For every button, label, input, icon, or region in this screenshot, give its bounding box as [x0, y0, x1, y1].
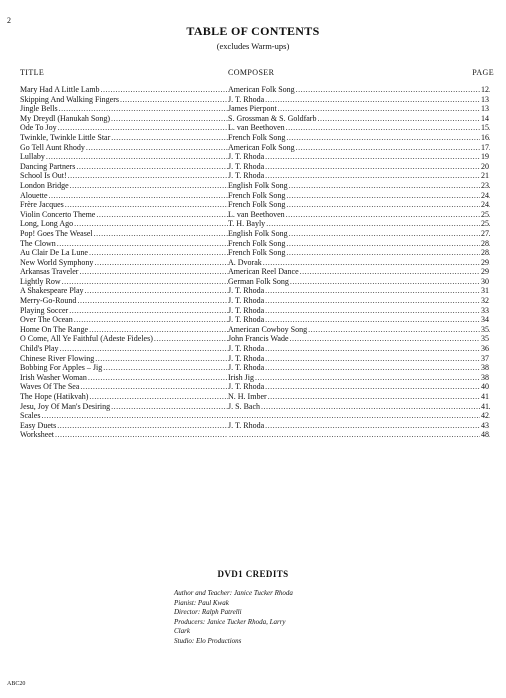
toc-title: Frère Jacques [20, 200, 64, 210]
toc-page: 32 [481, 296, 489, 306]
toc-page: 28 [481, 248, 489, 258]
toc-page: 12 [481, 85, 489, 94]
toc-title-leader [20, 181, 230, 191]
toc-row [20, 258, 496, 268]
toc-title: Skipping And Walking Fingers [20, 94, 119, 104]
toc-title: Long, Long Ago [20, 219, 74, 229]
toc-composer: J. T. Rhoda [228, 171, 265, 181]
toc-composer: German Folk Song [228, 276, 289, 286]
toc-composer-leader [228, 123, 490, 133]
page-number: 2 [7, 16, 11, 25]
toc-title-leader [20, 95, 230, 105]
toc-composer-leader [228, 95, 490, 105]
toc-title-leader [20, 239, 230, 249]
toc-row [20, 267, 496, 277]
toc-row [20, 296, 496, 306]
toc-composer: J. T. Rhoda [228, 344, 265, 354]
toc-page: 29 [481, 257, 489, 267]
toc-title: O Come, All Ye Faithful (Adeste Fideles) [20, 334, 153, 344]
toc-title-leader [20, 143, 230, 153]
toc-row [20, 277, 496, 287]
toc-title: Child's Play [20, 344, 59, 354]
toc-title-leader [20, 85, 230, 95]
toc-row [20, 382, 496, 392]
toc-title: Irish Washer Woman [20, 372, 87, 382]
toc-composer-leader [228, 363, 490, 373]
toc-page: 36 [481, 344, 489, 354]
toc-title: New World Symphony [20, 257, 94, 267]
toc-page: 38 [481, 363, 489, 373]
toc-composer: J. T. Rhoda [228, 161, 265, 171]
footer-code: ABC20 [7, 681, 26, 687]
toc-page: 28 [481, 238, 489, 248]
toc-row [20, 229, 496, 239]
toc-page: 41 [481, 401, 489, 411]
toc-page: 14 [481, 113, 489, 123]
toc-title-leader [20, 152, 230, 162]
toc-title: Over The Ocean [20, 315, 73, 325]
toc-composer-leader [228, 286, 490, 296]
toc-composer-leader [228, 114, 490, 124]
toc-page: 15 [481, 123, 489, 133]
toc-composer: French Folk Song [228, 248, 286, 258]
toc-title-leader [20, 286, 230, 296]
toc-title: Playing Soccer [20, 305, 69, 315]
toc-row [20, 363, 496, 373]
toc-composer: American Cowboy Song [228, 324, 308, 334]
toc-title: Jesu, Joy Of Man's Desiring [20, 401, 111, 411]
toc-composer: John Francis Wade [228, 334, 289, 344]
toc-title: Lullaby [20, 152, 45, 162]
toc-composer-leader [228, 402, 490, 412]
toc-title: Worksheet [20, 430, 55, 440]
toc-title-leader [20, 219, 230, 229]
toc-row [20, 334, 496, 344]
toc-row [20, 392, 496, 402]
toc-title: London Bridge [20, 180, 69, 190]
toc-composer-leader [228, 191, 490, 201]
toc-composer-leader [228, 162, 490, 172]
toc-composer-leader [228, 219, 490, 229]
toc-title: Scales [20, 411, 41, 421]
toc-title-leader [20, 277, 230, 287]
toc-row [20, 104, 496, 114]
credits-line: Director: Ralph Patrelli [174, 608, 242, 617]
toc-composer: J. S. Bach [228, 401, 260, 411]
toc-title: Jingle Bells [20, 104, 58, 114]
toc-page: 17 [481, 142, 489, 152]
toc-title-leader [20, 411, 230, 421]
toc-title-leader [20, 392, 230, 402]
toc-row [20, 344, 496, 354]
toc-page: 16 [481, 132, 489, 142]
credits-line: Producers: Janice Tucker Rhoda, Larry [174, 617, 286, 626]
toc-title: My Dreydl (Hanukah Song) [20, 113, 110, 123]
credits-line: Clark [174, 627, 190, 636]
toc-title-leader [20, 258, 230, 268]
toc-composer: French Folk Song [228, 200, 286, 210]
toc-composer: J. T. Rhoda [228, 305, 265, 315]
toc-title-leader [20, 306, 230, 316]
toc-composer: J. T. Rhoda [228, 296, 265, 306]
toc-composer: J. T. Rhoda [228, 152, 265, 162]
toc-row [20, 430, 496, 440]
toc-composer-leader [228, 392, 490, 402]
toc-composer: J. T. Rhoda [228, 353, 265, 363]
toc-composer-leader [228, 85, 490, 95]
toc-row [20, 421, 496, 431]
toc-composer-leader [228, 325, 490, 335]
credits-block [174, 589, 293, 647]
toc-title-leader [20, 191, 230, 201]
toc-composer-leader [228, 133, 490, 143]
toc-row [20, 286, 496, 296]
toc-row [20, 143, 496, 153]
toc-title-leader [20, 133, 230, 143]
toc-row [20, 248, 496, 258]
toc-title: Mary Had A Little Lamb [20, 85, 100, 94]
toc-title-leader [20, 382, 230, 392]
toc-page: 43 [481, 420, 489, 430]
header-title: TITLE [20, 68, 45, 77]
toc-title: Merry-Go-Round [20, 296, 77, 306]
toc-title: Arkansas Traveler [20, 267, 79, 277]
page-title: TABLE OF CONTENTS [186, 24, 320, 38]
toc-title-leader [20, 325, 230, 335]
toc-title-leader [20, 210, 230, 220]
toc-row [20, 373, 496, 383]
toc-title-leader [20, 162, 230, 172]
toc-title: Au Clair De La Lune [20, 248, 88, 258]
page-subtitle: (excludes Warm-ups) [216, 41, 290, 51]
toc-row [20, 95, 496, 105]
credits-line: Studio: Elo Productions [174, 636, 242, 645]
toc-title: Chinese River Flowing [20, 353, 95, 363]
toc-page: 19 [481, 152, 489, 162]
toc-title-leader [20, 430, 230, 440]
toc-page: 40 [481, 382, 489, 392]
credits-line: Pianist: Paul Kwak [174, 598, 229, 607]
toc-title: Alouette [20, 190, 48, 200]
toc-composer-leader [228, 200, 490, 210]
toc-page: 13 [481, 94, 489, 104]
toc-composer-leader [228, 315, 490, 325]
toc-composer [228, 430, 229, 439]
credits-title: DVD1 CREDITS [217, 569, 289, 579]
toc-composer: James Pierpont [228, 104, 277, 114]
toc-row [20, 171, 496, 181]
toc-page: 38 [481, 372, 489, 382]
toc-title: A Shakespeare Play [20, 286, 84, 296]
toc-composer-leader [228, 373, 490, 383]
toc-composer: American Folk Song [228, 142, 295, 152]
toc-composer-leader [228, 152, 490, 162]
toc-row [20, 200, 496, 210]
toc-composer: French Folk Song [228, 238, 286, 248]
toc-title-leader [20, 229, 230, 239]
toc-composer: American Reel Dance [228, 267, 299, 277]
toc-composer: L. van Beethoven [228, 209, 285, 219]
toc-composer-leader [228, 334, 490, 344]
toc-composer: N. H. Imber [228, 392, 267, 401]
toc-title: Go Tell Aunt Rhody [20, 142, 85, 152]
toc-composer: J. T. Rhoda [228, 94, 265, 104]
toc-title: Home On The Range [20, 324, 89, 334]
toc-row [20, 219, 496, 229]
toc-composer: J. T. Rhoda [228, 382, 265, 392]
toc-composer-leader [228, 239, 490, 249]
toc-page: 21 [481, 171, 489, 181]
toc-row [20, 123, 496, 133]
toc-composer-leader [228, 344, 490, 354]
toc-page: 20 [481, 161, 489, 171]
toc-page: 41 [481, 392, 489, 401]
toc-row [20, 306, 496, 316]
toc-page: 42 [481, 411, 489, 421]
toc-title: Pop! Goes The Weasel [20, 228, 93, 238]
toc-page: 37 [481, 353, 489, 363]
toc-page: 48 [481, 430, 489, 440]
toc-composer-leader [228, 296, 490, 306]
toc-composer-leader [228, 306, 490, 316]
toc-title-leader [20, 315, 230, 325]
toc-composer-leader [228, 229, 490, 239]
toc-composer: T. H. Bayly [228, 219, 266, 229]
toc-row [20, 210, 496, 220]
toc-page: 23 [481, 180, 489, 190]
toc-title: The Clown [20, 238, 56, 248]
toc-title: Ode To Joy [20, 123, 57, 133]
toc-composer-leader [228, 210, 490, 220]
toc-composer-leader [228, 354, 490, 364]
toc-row [20, 181, 496, 191]
toc-title: Bobbing For Apples – Jig [20, 363, 103, 373]
toc-title-leader [20, 296, 230, 306]
toc-composer: English Folk Song [228, 180, 288, 190]
toc-title: Dancing Partners [20, 161, 76, 171]
toc-page: 27 [481, 228, 489, 238]
toc-title-leader [20, 114, 230, 124]
toc-composer: Irish Jig [228, 372, 254, 382]
toc-title: Waves Of The Sea [20, 382, 80, 392]
toc-list [20, 85, 496, 440]
toc-title: Twinkle, Twinkle Little Star [20, 132, 111, 142]
toc-composer: J. T. Rhoda [228, 286, 265, 296]
toc-title-leader [20, 363, 230, 373]
toc-row [20, 239, 496, 249]
toc-composer-leader [228, 277, 490, 287]
toc-title: Lightly Row [20, 276, 61, 286]
toc-title-leader [20, 373, 230, 383]
toc-page: 24 [481, 190, 489, 200]
toc-composer: French Folk Song [228, 190, 286, 200]
toc-composer: L. van Beethoven [228, 123, 285, 133]
toc-page: 31 [481, 286, 489, 296]
toc-composer: J. T. Rhoda [228, 363, 265, 373]
toc-page: 34 [481, 315, 489, 325]
toc-composer: S. Grossman & S. Goldfarb [228, 113, 317, 123]
toc-page: 30 [481, 276, 489, 286]
toc-page: 29 [481, 267, 489, 277]
toc-composer-leader [228, 181, 490, 191]
toc-row [20, 114, 496, 124]
toc-composer-leader [228, 143, 490, 153]
toc-composer: J. T. Rhoda [228, 315, 265, 325]
toc-title-leader [20, 104, 230, 114]
toc-title-leader [20, 421, 230, 431]
header-composer: COMPOSER [228, 68, 275, 77]
toc-composer: A. Dvorak [228, 257, 262, 267]
toc-composer: English Folk Song [228, 228, 288, 238]
toc-composer: American Folk Song [228, 85, 295, 94]
toc-composer-leader [228, 382, 490, 392]
toc-title-leader [20, 248, 230, 258]
toc-row [20, 354, 496, 364]
toc-composer: J. T. Rhoda [228, 420, 265, 430]
toc-row [20, 315, 496, 325]
toc-row [20, 133, 496, 143]
toc-composer-leader [228, 258, 490, 268]
toc-page: 35 [481, 334, 489, 344]
toc-composer-leader [228, 104, 490, 114]
toc-row [20, 402, 496, 412]
toc-row [20, 162, 496, 172]
toc-composer-leader [228, 430, 490, 440]
toc-row [20, 152, 496, 162]
toc-page: 25 [481, 219, 489, 229]
toc-page: 13 [481, 104, 489, 114]
toc-title: The Hope (Hatikvah) [20, 392, 89, 401]
toc-composer [228, 411, 229, 420]
header-page: PAGE [472, 68, 494, 77]
toc-composer-leader [228, 421, 490, 431]
toc-composer: French Folk Song [228, 132, 286, 142]
toc-page: 35 [481, 324, 489, 334]
toc-title-leader [20, 200, 230, 210]
toc-title-leader [20, 402, 230, 412]
toc-title: School Is Out! [20, 171, 67, 181]
toc-title-leader [20, 267, 230, 277]
toc-composer-leader [228, 411, 490, 421]
toc-row [20, 411, 496, 421]
toc-title: Violin Concerto Theme [20, 209, 96, 219]
toc-page: 24 [481, 200, 489, 210]
toc-title-leader [20, 171, 230, 181]
toc-title-leader [20, 334, 230, 344]
toc-title: Easy Duets [20, 420, 57, 430]
toc-composer-leader [228, 267, 490, 277]
toc-row [20, 85, 496, 95]
toc-composer-leader [228, 248, 490, 258]
toc-row [20, 191, 496, 201]
toc-title-leader [20, 354, 230, 364]
toc-title-leader [20, 344, 230, 354]
toc-page: 33 [481, 305, 489, 315]
toc-composer-leader [228, 171, 490, 181]
toc-page: 25 [481, 209, 489, 219]
toc-row [20, 325, 496, 335]
credits-line: Author and Teacher: Janice Tucker Rhoda [174, 589, 293, 597]
toc-title-leader [20, 123, 230, 133]
